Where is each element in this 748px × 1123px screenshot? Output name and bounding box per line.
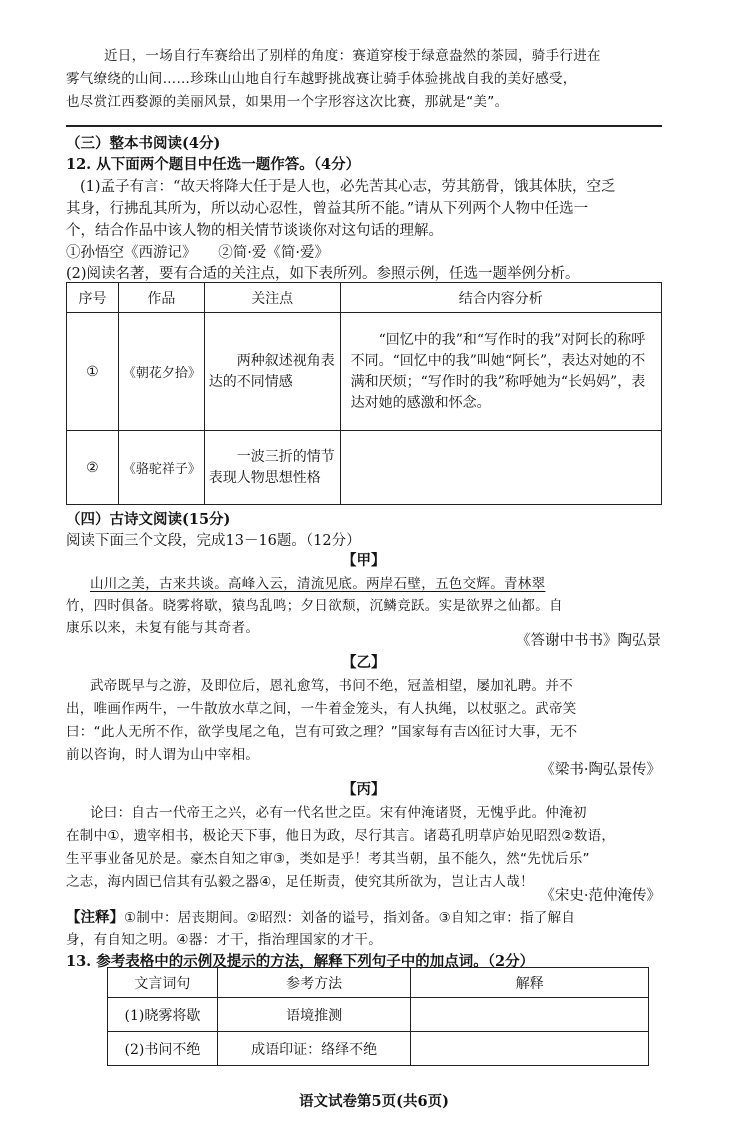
section-4-intro: 阅读下面三个文段，完成13－16题。（12分） bbox=[66, 533, 361, 549]
q12-col-analysis: 结合内容分析 bbox=[340, 283, 661, 313]
passage-yi-heading: 【乙】 bbox=[342, 654, 386, 671]
q12-table bbox=[66, 282, 662, 505]
yi-line-4: 前以咨询，时人谓为山中宰相。 bbox=[66, 747, 260, 763]
q13-col-answer: 解释 bbox=[411, 968, 649, 998]
notes-line-1 bbox=[66, 906, 575, 927]
q12-part1-line-2: 其身，行拂乱其所为，所以动心忍性，曾益其所不能。”请从下列两个人物中任选一 bbox=[66, 201, 589, 217]
q12-row2-answer-cell[interactable] bbox=[340, 431, 661, 505]
divider-line bbox=[66, 125, 662, 127]
essay-line-3: 也尽赏江西婺源的美丽风景，如果用一个字形容这次比赛，那就是“美”。 bbox=[66, 94, 509, 110]
table-row bbox=[108, 998, 649, 1032]
jia-source: 《答谢中书书》陶弘景 bbox=[516, 633, 661, 649]
q13-row1-phrase: (1)晓雾将歇 bbox=[108, 998, 218, 1032]
passage-jia-heading: 【甲】 bbox=[342, 552, 386, 569]
q13-col-method: 参考方法 bbox=[217, 968, 411, 998]
q13-table bbox=[107, 967, 649, 1066]
table-row bbox=[67, 313, 662, 431]
q12-part1-line-1: (1)孟子有言：“故天将降大任于是人也，必先苦其心志，劳其筋骨，饿其体肤，空乏 bbox=[80, 179, 616, 195]
q13-row2-method: 成语印证：络绎不绝 bbox=[217, 1032, 411, 1066]
q12-col-work: 作品 bbox=[118, 283, 204, 313]
q12-row2-work: 《骆驼祥子》 bbox=[118, 431, 204, 505]
q12-row2-no: ② bbox=[67, 431, 119, 505]
q12-row1-work: 《朝花夕拾》 bbox=[118, 313, 204, 431]
bing-line-3: 生平事业备见於是。豪杰自知之审③，类如是乎！考其当朝，虽不能久，然“先忧后乐” bbox=[66, 851, 590, 867]
q13-row2-answer-cell[interactable] bbox=[411, 1032, 649, 1066]
yi-line-1: 武帝既早与之游，及即位后，恩礼愈笃，书问不绝，冠盖相望，屡加礼聘。并不 bbox=[90, 678, 573, 694]
bing-line-2: 在制中①，遗宰相书，极论天下事，他日为政，尽行其言。诸葛孔明草庐始见昭烈②数语， bbox=[66, 828, 616, 844]
table-row bbox=[108, 1032, 649, 1066]
jia-line-1-text: 山川之美，古来共谈。高峰入云，清流见底。两岸石壁，五色交辉。青林翠 bbox=[90, 576, 546, 592]
yi-line-2: 出，唯画作两牛，一牛散放水草之间，一牛着金笼头，有人执绳，以杖驱之。武帝笑 bbox=[66, 701, 577, 717]
bing-line-4: 之志，海内固已信其有弘毅之器④，足任斯责，使究其所欲为，岂让古人哉！ bbox=[66, 874, 534, 890]
bing-line-1: 论曰：自古一代帝王之兴，必有一代名世之臣。宋有仲淹诸贤，无愧乎此。仲淹初 bbox=[90, 805, 587, 821]
notes-text-1: ①制中：居丧期间。②昭烈：刘备的谥号，指刘备。③自知之审：指了解自 bbox=[124, 910, 576, 926]
q12-part1-line-3: 个，结合作品中该人物的相关情节谈谈你对这句话的理解。 bbox=[66, 223, 443, 239]
notes-label: 【注释】 bbox=[66, 909, 124, 926]
table-row bbox=[67, 431, 662, 505]
essay-line-2: 雾气缭绕的山间……珍珠山山地自行车越野挑战赛让骑手体验挑战自我的美好感受， bbox=[66, 71, 577, 87]
q13-row1-method: 语境推测 bbox=[217, 998, 411, 1032]
essay-line-1: 近日，一场自行车赛给出了别样的角度：赛道穿梭于绿意盎然的茶园，骑手行进在 bbox=[104, 48, 601, 64]
q12-options: ①孙悟空《西游记》 ②简·爱《简·爱》 bbox=[66, 245, 329, 261]
yi-line-3: 曰：“此人无所不作，欲学曳尾之龟，岂有可致之理？”国家每有吉凶征讨大事，无不 bbox=[66, 724, 578, 740]
q12-row2-focus: 一波三折的情节表现人物思想性格 bbox=[204, 431, 340, 505]
q12-col-no: 序号 bbox=[67, 283, 119, 313]
q13-col-phrase: 文言词句 bbox=[108, 968, 218, 998]
passage-bing-heading: 【丙】 bbox=[342, 781, 386, 798]
q12-row1-focus: 两种叙述视角表达的不同情感 bbox=[204, 313, 340, 431]
page-footer: 语文试卷第5页(共6页) bbox=[299, 1093, 449, 1110]
section-3-title: （三）整本书阅读(4分) bbox=[66, 135, 221, 152]
bing-source: 《宋史·范仲淹传》 bbox=[540, 888, 661, 904]
question-13-title: 13. 参考表格中的示例及提示的方法，解释下列句子中的加点词。（2分） bbox=[66, 953, 535, 970]
q13-row1-answer-cell[interactable] bbox=[411, 998, 649, 1032]
jia-line-2: 竹，四时俱备。晓雾将歇，猿鸟乱鸣；夕日欲颓，沉鳞竞跃。实是欲界之仙都。自 bbox=[66, 598, 563, 614]
q12-part2: (2)阅读名著，要有合适的关注点，如下表所列。参照示例，任选一题举例分析。 bbox=[66, 266, 580, 282]
jia-line-1 bbox=[90, 572, 545, 592]
q13-row2-phrase: (2)书问不绝 bbox=[108, 1032, 218, 1066]
notes-line-2: 身，有自知之明。④器：才干，指治理国家的才干。 bbox=[66, 932, 383, 948]
q12-row1-no: ① bbox=[67, 313, 119, 431]
section-4-title: （四）古诗文阅读(15分) bbox=[66, 511, 231, 528]
yi-source: 《梁书·陶弘景传》 bbox=[540, 762, 661, 778]
q12-col-focus: 关注点 bbox=[204, 283, 340, 313]
question-12-title: 12. 从下面两个题目中任选一题作答。（4分） bbox=[66, 156, 361, 173]
jia-line-3: 康乐以来，未复有能与其奇者。 bbox=[66, 620, 260, 636]
q12-row1-analysis: “回忆中的我”和“写作时的我”对阿长的称呼不同。“回忆中的我”叫她“阿长”，表达对她的不满和厌烦；“写作时的我”称呼她为“长妈妈”，表达对她的感激和怀念。 bbox=[340, 313, 661, 431]
